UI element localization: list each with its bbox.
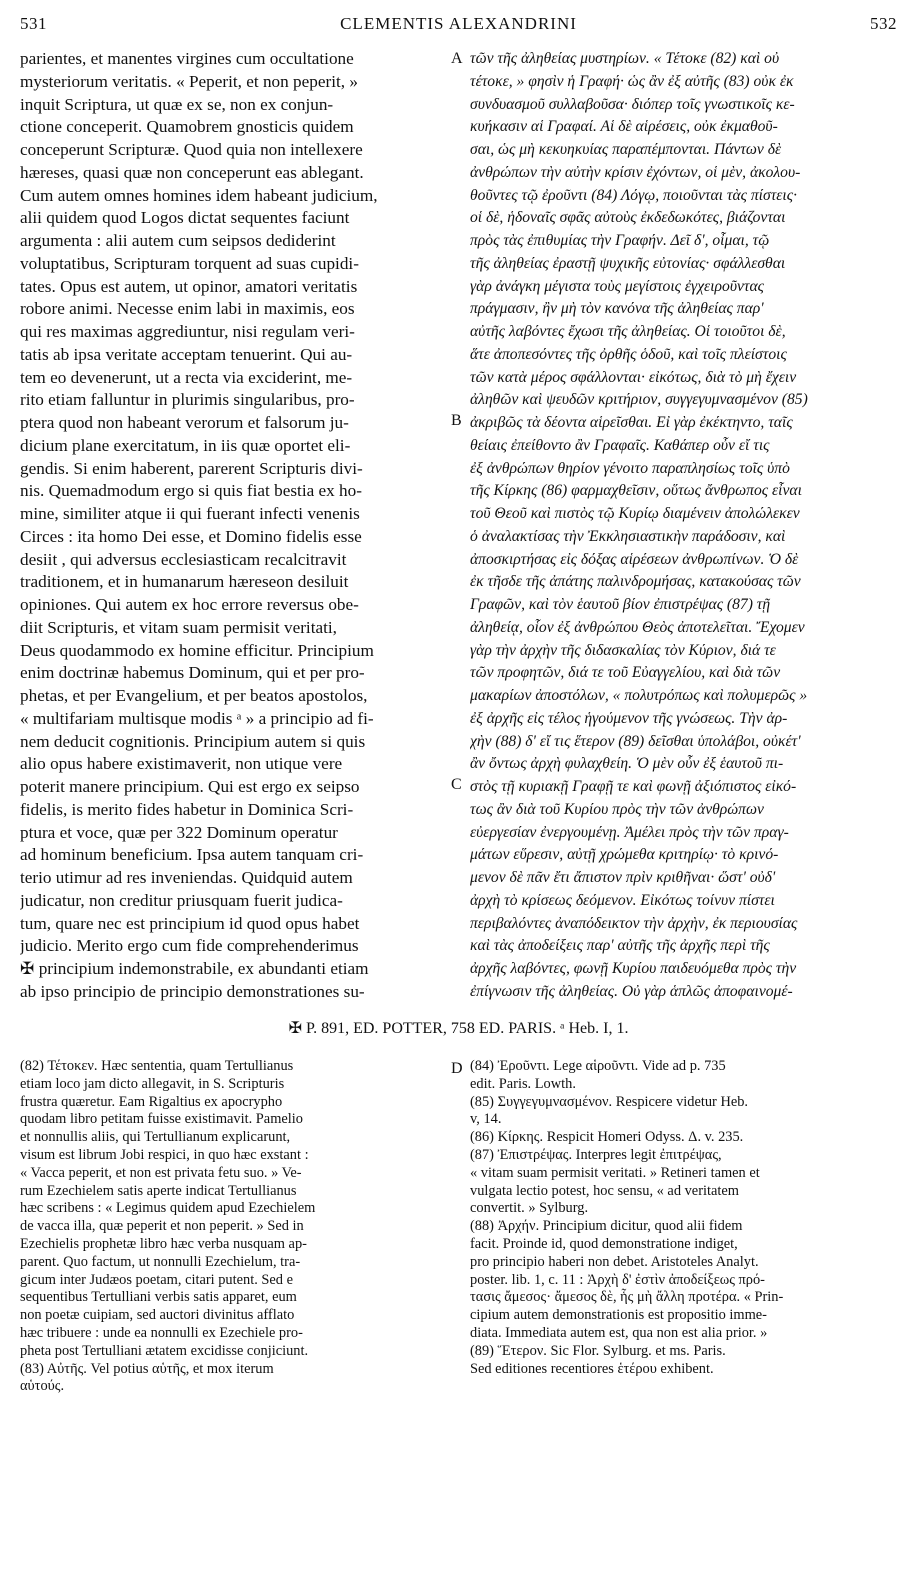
latin-text-line: tem eo devenerunt, ut a recta via exciderint, me-: [20, 367, 353, 387]
margin-marker-d: D: [451, 1060, 463, 1077]
latin-text-line: mine, similiter atque ii qui fuerant infecti venenis: [20, 504, 360, 523]
latin-text-line: qui res maximas aggrediuntur, nisi regulam veri-: [20, 322, 355, 341]
footnote-line: (85) Συγγεγυμνασμένον. Respicere videtur Heb.: [470, 1093, 749, 1110]
greek-text-line: ἀκριβῶς τὰ δέοντα αἱρεῖσθαι. Εἰ γὰρ ἐκέκτηντο, ταῖς: [470, 414, 793, 431]
footnotes-right-column: [470, 1058, 900, 1378]
greek-text-line: κυήκασιν αἱ Γραφαί. Αἱ δὲ αἱρέσεις, οὐκ ἐκμαθοῦ-: [470, 118, 778, 136]
footnote-line: Ezechielis prophetæ libro hæc verba nusquam ap-: [20, 1235, 307, 1252]
latin-text-line: ✠ principium indemonstrabile, ex abundanti etiam: [20, 959, 369, 978]
footnote-line: frustra quæretur. Eam Rigaltius ex apocrypho: [20, 1093, 283, 1110]
footnote-line: (88) Ἀρχήν. Principium dicitur, quod alii fidem: [470, 1218, 743, 1235]
page-header: [20, 14, 897, 40]
greek-text-line: τῶν κατὰ μέρος σφάλλονται· εἰκότως, διὰ τὸ μὴ ἔχειν: [470, 368, 797, 386]
greek-text-line: ἀληθῶν καὶ ψευδῶν κριτήριον, συγγεγυμνασμένον (85): [470, 391, 808, 409]
footnote-line: hæc tribuere : unde ea nonnulli ex Ezechiele pro-: [20, 1324, 303, 1341]
latin-text-line: desiit , qui adversus ecclesiasticam recalcitravit: [20, 549, 347, 569]
footnote-line: pheta post Tertulliani ætatem excidisse conjiciunt.: [20, 1342, 309, 1359]
latin-text-line: alii quidem quod Logos dictat sequentes faciunt: [20, 208, 350, 228]
greek-text-line: χὴν (88) δ' εἴ τις ἕτερον (89) δεῖσθαι ὑπολάβοι, οὐκέτ': [470, 732, 801, 750]
greek-text-line: τῆς Κίρκης (86) φαρμαχθεῖσιν, οὕτως ἄνθρωπος εἶναι: [470, 482, 802, 500]
footnote-line: Sed editiones recentiores ἑτέρου exhibent.: [470, 1360, 714, 1377]
footnote-line: visum est librum Jobi respici, in quo hæc exstant :: [20, 1146, 309, 1163]
footnote-line: αὑτούς.: [20, 1378, 65, 1395]
greek-text-line: γὰρ τὴν ἀρχὴν τῆς διδασκαλίας τὸν Κύριον, διά τε: [470, 641, 776, 659]
greek-text-line: γὰρ ἀνάγκη μέγιστα τοὺς μεγίστοις ἐγχειροῦντας: [470, 277, 764, 295]
latin-text-line: ptera quod non habeant verorum et falsorum ju-: [20, 413, 349, 432]
footnote-line: hæc scribens : « Legimus quidem apud Ezechielem: [20, 1200, 316, 1217]
footnote-line: τασις ἄμεσος· ἄμεσος δὲ, ἧς μὴ ἄλλη προτέρα. « Prin-: [470, 1289, 784, 1306]
footnote-line: facit. Proinde id, quod demonstratione indiget,: [470, 1235, 738, 1252]
latin-text-line: diit Scripturis, et vitam suam permisit veritati,: [20, 617, 337, 637]
latin-text-line: ptura et voce, quæ per 322 Dominum operatur: [20, 822, 338, 842]
footnote-line: etiam loco jam dicto allegavit, in S. Scripturis: [20, 1075, 285, 1092]
greek-text-line: πρὸς τὰς ἐπιθυμίας τὴν Γραφήν. Δεῖ δ', οἶμαι, τῷ: [470, 232, 770, 249]
footnote-line: « Vacca peperit, et non est privata fetu suo. » Ve-: [20, 1164, 302, 1181]
greek-text-line: Γραφῶν, καὶ τὸν ἑαυτοῦ βίον ἐπιστρέψας (87) τῇ: [470, 596, 771, 613]
greek-text-line: αὐτῆς λαβόντες ἔχωσι τῆς ἀληθείας. Οἱ τοιοῦτοι δὲ,: [470, 323, 786, 340]
latin-text-line: opiniones. Qui autem ex hoc errore reversus obe-: [20, 595, 359, 614]
greek-text-line: περιβαλόντες ἀναπόδεικτον τὴν ἀρχὴν, ἐκ περιουσίας: [470, 914, 798, 932]
latin-text-line: ad hominum beneficium. Ipsa autem tanquam cri-: [20, 845, 364, 865]
latin-text-line: terio utimur ad res inveniendas. Quidquid autem: [20, 868, 353, 887]
greek-text-line: οἱ δὲ, ἡδοναῖς σφᾶς αὐτοὺς ἐκδεδωκότες, βιάζονται: [470, 209, 786, 227]
latin-text-line: tum, quare nec est principium id quod opus habet: [20, 913, 360, 933]
footnote-line: edit. Paris. Lowth.: [470, 1075, 576, 1092]
latin-text-line: mysteriorum veritatis. « Peperit, et non peperit, »: [20, 71, 358, 91]
greek-text-line: σαι, ὡς μὴ κεκυηκυίας παραπέμπονται. Πάντων δὲ: [470, 141, 782, 158]
greek-text-line: θείαις ἐπείθοντο ἂν Γραφαῖς. Καθάπερ οὖν εἴ τις: [470, 436, 770, 454]
latin-text-line: phetas, et per Evangelium, et per beatos apostolos,: [20, 686, 368, 705]
footnote-line: et nonnullis aliis, qui Tertullianum explicarunt,: [20, 1129, 291, 1146]
latin-text-line: conceperunt Scripturæ. Quod quia non intellexere: [20, 140, 363, 159]
greek-text-line: τῆς ἀληθείας ἐραστῇ ψυχικῆς εὐτονίας· σφάλλεσθαι: [470, 254, 786, 272]
footnote-line: poster. lib. 1, c. 11 : Ἀρχὴ δ' ἐστὶν ἀποδείξεως πρό-: [470, 1271, 765, 1288]
margin-marker-b: B: [451, 412, 462, 429]
greek-text-line: μενον δὲ πᾶν ἔτι ἄπιστον πρὶν κριθῆναι· ὥστ' οὐδ': [470, 869, 776, 886]
greek-text-line: πράγμασιν, ἢν μὴ τὸν κανόνα τῆς ἀληθείας παρ': [470, 300, 764, 318]
latin-text-line: ctione conceperit. Quamobrem gnosticis quidem: [20, 117, 354, 137]
footnote-line: (82) Τέτοκεν. Hæc sententia, quam Tertullianus: [20, 1058, 294, 1074]
greek-text-line: τως ἂν διὰ τοῦ Κυρίου πρὸς τὴν τῶν ἀνθρώπων: [470, 800, 764, 818]
latin-text-line: tates. Opus est autem, ut opinor, amatori veritatis: [20, 276, 358, 296]
latin-text-line: hæreses, quasi quæ non conceperunt eas ablegant.: [20, 162, 364, 182]
edition-reference-line: ✠ P. 891, ED. POTTER, 758 ED. PARIS. ᵃ Heb. I, 1.: [288, 1020, 629, 1037]
greek-text-line: καὶ τὰς ἀποδείξεις παρ' αὐτῆς τῆς ἀρχῆς περὶ τῆς: [470, 937, 770, 955]
greek-text-line: θοῦντες τῷ ἐροῦντι (84) Λόγῳ, ποιοῦνται τὰς πίστεις·: [470, 186, 797, 204]
latin-text-line: nis. Quemadmodum ergo si quis fiat bestia ex ho-: [20, 481, 362, 501]
footnote-line: « vitam suam permisit veritati. » Retineri tamen et: [470, 1164, 760, 1181]
latin-text-line: robore animi. Necesse enim labi in maximis, eos: [20, 299, 355, 319]
latin-text-line: Circes : ita homo Dei esse, et Domino fidelis esse: [20, 526, 362, 546]
latin-text-line: enim doctrinæ habemus Dominum, qui et per pro-: [20, 663, 365, 683]
footnote-line: sequentibus Tertulliani verbis satis apparet, eum: [20, 1289, 297, 1306]
footnote-line: pro principio haberi non debet. Aristoteles Analyt.: [470, 1253, 759, 1270]
greek-text-line: συνδυασμοῦ συλλαβοῦσα· διόπερ τοῖς γνωστικοῖς κε-: [470, 95, 795, 113]
greek-text-line: ἐκ τῆσδε τῆς ἀπάτης παλινδρομήσας, κατακούσας τῶν: [470, 573, 801, 591]
footnote-line: rum Ezechielem satis aperte indicat Tertullianus: [20, 1182, 297, 1199]
latin-text-line: Deus quodammodo ex homine efficitur. Principium: [20, 640, 374, 660]
latin-text-line: inquit Scriptura, ut quæ ex se, non ex conjun-: [20, 94, 334, 114]
greek-text-line: ἀληθείᾳ, οἷον ἐξ ἀνθρώπου Θεὸς ἀποτελεῖται. Ἔχομεν: [470, 618, 805, 636]
footnotes-left-column: [20, 1058, 445, 1396]
latin-text-line: parientes, et manentes virgines cum occultatione: [20, 49, 354, 68]
footnote-line: (86) Κίρκης. Respicit Homeri Odyss. Δ. v. 235.: [470, 1129, 744, 1146]
latin-text-line: dicium plane exercitatum, in iis quæ oportet eli-: [20, 435, 351, 455]
greek-text-line: τῶν προφητῶν, διά τε τοῦ Εὐαγγελίου, καὶ διὰ τῶν: [470, 664, 781, 682]
greek-text-line: ἀρχὴ τὸ κρίσεως δεόμενον. Εἰκότως τοίνυν πίστει: [470, 891, 775, 909]
latin-text-line: alio opus habere existimaverit, non utique vere: [20, 754, 343, 774]
page-number-left: 531: [20, 14, 47, 33]
latin-text-line: traditionem, et in humanarum hæreseon desiluit: [20, 572, 349, 592]
margin-marker-c: C: [451, 776, 462, 793]
footnote-line: non poetæ cuipiam, sed auctori divinitus afflato: [20, 1307, 295, 1324]
greek-column: [470, 48, 900, 1004]
footnote-line: gicum inter Judæos poetam, citari putent. Sed e: [20, 1271, 293, 1288]
latin-text-line: rito etiam falluntur in plurimis singularibus, pro-: [20, 390, 355, 410]
greek-text-line: ἀνθρώπων τὴν αὐτὴν κρίσιν ἐχόντων, οἱ μὲν, ἀκολου-: [470, 163, 801, 181]
greek-text-line: εὐεργεσίαν ἐνεργουμένῃ. Ἀμέλει πρὸς τὴν τῶν πραγ-: [470, 823, 789, 841]
footnote-line: vulgata lectio potest, hoc sensu, « ad veritatem: [470, 1182, 739, 1199]
latin-text-line: judicio. Merito ergo cum fide comprehenderimus: [20, 936, 359, 956]
greek-text-line: στὸς τῇ κυριακῇ Γραφῇ τε καὶ φωνῇ ἀξιόπιστος εἰκό-: [470, 778, 797, 795]
footnote-line: v, 14.: [470, 1111, 502, 1128]
greek-text-line: ὁ ἀναλακτίσας τὴν Ἐκκλησιαστικὴν παράδοσιν, καὶ: [470, 527, 786, 545]
latin-text-line: « multifariam multisque modis ᵃ » a principio ad fi-: [20, 708, 374, 728]
latin-text-line: ab ipso principio de principio demonstrationes su-: [20, 981, 365, 1001]
footnote-line: (84) Ἐροῦντι. Lege αἱροῦντι. Vide ad p. 735: [470, 1058, 726, 1074]
footnote-line: diata. Immediata autem est, qua non est alia prior. »: [470, 1324, 768, 1341]
greek-text-line: μακαρίων ἀποστόλων, « πολυτρόπως καὶ πολυμερῶς »: [470, 687, 808, 704]
latin-column: [20, 48, 447, 1004]
greek-text-line: τῶν τῆς ἀληθείας μυστηρίων. « Τέτοκε (82) καὶ οὐ: [470, 50, 780, 67]
footnote-line: quodam libro petitam fuisse existimavit. Pamelio: [20, 1111, 303, 1128]
latin-text-line: voluptatibus, Scripturam torquent ad suas cupidi-: [20, 253, 359, 273]
footnote-line: de vacca illa, quæ peperit et non peperit. » Sed in: [20, 1218, 304, 1235]
latin-text-line: judicatur, non creditur priusquam fuerit judica-: [20, 890, 343, 910]
greek-text-line: ἐξ ἀνθρώπων θηρίον γένοιτο παραπλησίως τοῖς ὑπὸ: [470, 459, 790, 477]
latin-text-line: nem deducit cognitionis. Principium autem si quis: [20, 731, 366, 751]
page-number-right: 532: [870, 14, 897, 33]
latin-text-line: tatis ab ipsa veritate acceptam tenuerint. Qui au-: [20, 344, 353, 364]
greek-text-line: ἀρχῆς λαβόντες, φωνῇ Κυρίου παιδευόμεθα πρὸς τὴν: [470, 960, 797, 977]
latin-text-line: argumenta : alii autem cum seipsos dediderint: [20, 231, 336, 250]
footnote-line: parent. Quo factum, ut nonnulli Ezechielum, tra-: [20, 1253, 301, 1270]
footnote-line: cipium autem demonstrationis est propositio imme-: [470, 1307, 767, 1324]
greek-text-line: ἐξ ἀρχῆς εἰς τέλος ἡγούμενον τῆς γνώσεως. Τὴν ἀρ-: [470, 709, 788, 727]
running-title: CLEMENTIS ALEXANDRINI: [340, 14, 577, 33]
greek-text-line: ἅτε ἀποπεσόντες τῆς ὀρθῆς ὁδοῦ, καὶ τοῖς πλείστοις: [470, 345, 787, 363]
greek-text-line: ἂν ὄντως ἀρχὴ φυλαχθείη. Ὁ μὲν οὖν ἐξ ἑαυτοῦ πι-: [470, 755, 784, 773]
latin-text-line: poterit manere principium. Qui est ergo ex seipso: [20, 777, 360, 796]
greek-text-line: μάτων εὕρεσιν, αὐτῇ χρώμεθα κριτηρίῳ· τὸ κρινό-: [470, 846, 779, 864]
footnote-line: (89) Ἕτερον. Sic Flor. Sylburg. et ms. Paris.: [470, 1342, 726, 1359]
margin-marker-a: A: [451, 50, 463, 67]
latin-text-line: fidelis, is merito fides habetur in Dominica Scri-: [20, 799, 354, 819]
greek-text-line: ἐπίγνωσιν τῆς ἀληθείας. Οὐ γὰρ ἁπλῶς ἀποφαινομέ-: [470, 982, 793, 1000]
greek-text-line: τοῦ Θεοῦ καὶ πιστὸς τῷ Κυρίῳ διαμένειν ἀπολώλεκεν: [470, 505, 800, 522]
latin-text-line: gendis. Si enim haberent, parerent Scripturis divi-: [20, 458, 363, 478]
greek-text-line: τέτοκε, » φησὶν ἡ Γραφή· ὡς ἂν ἐξ αὐτῆς (83) οὐκ ἐκ: [470, 72, 794, 90]
latin-text-line: Cum autem omnes homines idem habeant judicium,: [20, 185, 378, 205]
greek-text-line: ἀποσκιρτήσας εἰς δόξας αἱρέσεων ἀνθρωπίνων. Ὁ δὲ: [470, 550, 799, 568]
footnote-line: (83) Αὐτῆς. Vel potius αὑτῆς, et mox iterum: [20, 1360, 274, 1377]
footnote-line: convertit. » Sylburg.: [470, 1200, 589, 1217]
footnote-line: (87) Ἐπιστρέψας. Interpres legit ἐπιτρέψας,: [470, 1146, 722, 1163]
